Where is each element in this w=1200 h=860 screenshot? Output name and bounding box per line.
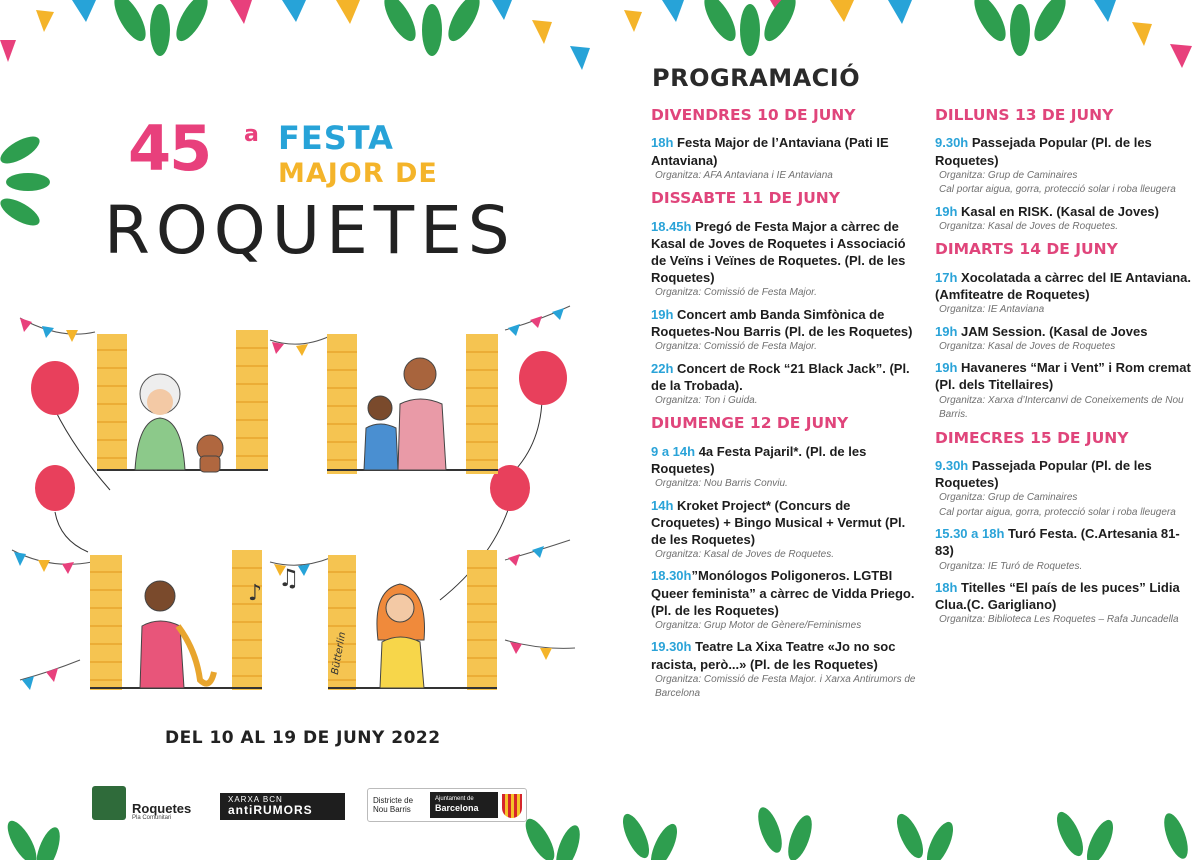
- windows-illustration: [0, 300, 600, 710]
- day-heading: DIUMENGE 12 DE JUNY: [651, 414, 849, 433]
- event-text: Kasal en RISK. (Kasal de Joves): [957, 203, 1159, 219]
- event-text: Xocolatada a càrrec del IE Antaviana. (Amfiteatre de Roquetes): [935, 269, 1192, 302]
- event-note: Cal portar aigua, gorra, protecció solar i roba lleugera: [939, 506, 1176, 518]
- event-item: [935, 457, 1195, 520]
- event-title: [935, 323, 1195, 340]
- event-text: Kroket Project* (Concurs de Croquetes) + Bingo Musical + Vermut (Pl. de les Roquetes): [651, 497, 906, 547]
- event-organizer: Organitza: Comissió de Festa Major.: [655, 341, 817, 352]
- event-text: Havaneres “Mar i Vent” i Rom cremat (Pl. dels Titellaires): [935, 360, 1191, 393]
- event-text: Passejada Popular (Pl. de les Roquetes): [935, 135, 1152, 168]
- event-organizer: Organitza: Xarxa d’Intercanvi de Coneixements de Nou Barris.: [939, 394, 1184, 420]
- event-item: [651, 218, 919, 301]
- event-organizer: Organitza: Comissió de Festa Major. i Xarxa Antirumors de Barcelona: [655, 673, 916, 700]
- event-time: 19.30h: [651, 639, 692, 655]
- event-text: Festa Major de l’Antaviana (Pati IE Antaviana): [651, 135, 889, 168]
- svg-text:♫: ♫: [278, 564, 300, 592]
- event-time: 18.45h: [651, 218, 692, 234]
- event-item: [651, 360, 919, 409]
- day-heading: DIVENDRES 10 DE JUNY: [651, 106, 856, 124]
- event-text: ”Monólogos Poligoneros. LGTBI Queer feminista” a càrrec de Vidda Priego. (Pl. de les Roquetes): [651, 568, 915, 618]
- event-organizer: Organitza: Kasal de Joves de Roquetes.: [655, 548, 834, 560]
- roquetes-mark-icon: [92, 786, 126, 820]
- event-item: [651, 567, 919, 633]
- logo-xarxa-antirumors: [220, 793, 345, 820]
- event-time: 17h: [935, 269, 958, 285]
- event-text: Pregó de Festa Major a càrrec de Kasal de Joves de Roquetes i Associació de Veïns i Veïnes de Roquetes. (Pl. de les Roquetes): [651, 218, 906, 286]
- event-organizer: Organitza: IE Turó de Roquetes.: [939, 560, 1083, 572]
- event-item: [651, 306, 919, 355]
- title-roquetes: ROQUETES: [104, 192, 516, 269]
- event-title: [651, 306, 919, 340]
- event-text: Passejada Popular (Pl. de les Roquetes): [935, 457, 1152, 491]
- event-time: 19h: [935, 203, 958, 219]
- event-title: [651, 360, 919, 394]
- event-organizer: Organitza: AFA Antaviana i IE Antaviana: [655, 169, 833, 181]
- event-title: [935, 359, 1195, 393]
- event-item: [935, 579, 1195, 628]
- event-time: 22h: [651, 360, 674, 376]
- event-note: Cal portar aigua, gorra, protecció solar i roba lleugera: [939, 184, 1176, 196]
- title-major-de: MAJOR DE: [278, 158, 438, 189]
- logo-ajuntament-box: [430, 792, 498, 818]
- event-item: [651, 134, 919, 183]
- window-father-son: [327, 334, 498, 474]
- window-grandma: [97, 330, 268, 472]
- event-title: [651, 567, 919, 618]
- day-heading: DIMECRES 15 DE JUNY: [935, 428, 1129, 447]
- event-text: Titelles “El país de les puces” Lidia Clua.(C. Garigliano): [935, 580, 1180, 613]
- event-organizer: Organitza: Ton i Guida.: [655, 394, 758, 406]
- program-title: PROGRAMACIÓ: [652, 64, 861, 92]
- event-time: 19h: [651, 306, 674, 322]
- event-item: [935, 359, 1195, 422]
- program-column-left: [651, 106, 919, 707]
- event-title: [935, 457, 1195, 491]
- event-title: [651, 134, 919, 168]
- logo-xarxa-line1: XARXA BCN: [228, 795, 283, 804]
- logo-roquetes-pla-comunitari: [92, 786, 202, 820]
- event-time: 15.30 a 18h: [935, 526, 1005, 542]
- event-organizer: Organitza: Kasal de Joves de Roquetes.: [939, 220, 1118, 232]
- window-girl: [328, 550, 497, 690]
- logo-xarxa-line2: antiRUMORS: [228, 803, 313, 817]
- event-time: 14h: [651, 497, 674, 513]
- edition-ordinal: a: [244, 122, 259, 147]
- event-title: [935, 579, 1195, 613]
- logo-ajuntament-big: Barcelona: [435, 803, 479, 814]
- event-title: [651, 638, 919, 672]
- event-time: 9 a 14h: [651, 443, 696, 459]
- event-item: [935, 323, 1195, 355]
- event-text: Concert de Rock “21 Black Jack”. (Pl. de la Trobada).: [651, 360, 910, 393]
- event-time: 18.30h: [651, 568, 692, 584]
- event-organizer: Organitza: Biblioteca Les Roquetes – Rafa Juncadella: [939, 614, 1179, 626]
- event-text: JAM Session. (Kasal de Joves: [957, 323, 1148, 339]
- title-festa: FESTA: [278, 119, 394, 157]
- logo-roquetes-name: Roquetes: [132, 801, 192, 816]
- edition-number: 45: [128, 112, 211, 185]
- event-organizer: Organitza: IE Antaviana: [939, 304, 1045, 316]
- event-item: [935, 134, 1195, 197]
- window-saxophonist: [90, 550, 300, 690]
- event-item: [935, 525, 1195, 574]
- event-title: [935, 203, 1195, 220]
- event-title: [651, 443, 919, 477]
- event-item: [651, 497, 919, 563]
- logo-roquetes-sub: Pla Comunitari: [132, 815, 172, 821]
- day-heading: DISSABTE 11 DE JUNY: [651, 189, 840, 208]
- event-organizer: Organitza: Kasal de Joves de Roquetes: [939, 340, 1116, 352]
- program-column-right: [935, 106, 1195, 633]
- event-item: [935, 269, 1195, 318]
- event-time: 19h: [935, 360, 958, 376]
- event-title: [935, 134, 1195, 168]
- event-text: 4a Festa Pajaril*. (Pl. de les Roquetes): [651, 443, 867, 476]
- event-organizer: Organitza: Grup de Caminaires: [939, 169, 1078, 181]
- event-time: 19h: [935, 323, 958, 339]
- logo-ajuntament-small: Ajuntament de: [435, 796, 474, 802]
- logo-ajuntament-barcelona: [367, 788, 527, 822]
- svg-text:♪: ♪: [248, 581, 263, 606]
- artist-signature: Bütterlin: [329, 631, 349, 676]
- event-item: [651, 443, 919, 492]
- event-organizer: Organitza: Grup Motor de Gènere/Feminismes: [655, 619, 862, 631]
- event-organizer: Organitza: Grup de Caminaires: [939, 492, 1078, 504]
- event-title: [651, 218, 919, 287]
- day-heading: DIMARTS 14 DE JUNY: [935, 240, 1118, 259]
- event-time: 9.30h: [935, 457, 969, 473]
- event-time: 9.30h: [935, 135, 969, 151]
- event-title: [651, 497, 919, 548]
- festival-dates: DEL 10 AL 19 DE JUNY 2022: [165, 728, 441, 748]
- event-organizer: Organitza: Nou Barris Conviu.: [655, 478, 788, 489]
- event-title: [935, 269, 1195, 303]
- event-time: 18h: [935, 580, 958, 595]
- event-item: [651, 638, 919, 701]
- logo-districte: Districte de Nou Barris: [373, 796, 414, 815]
- event-organizer: Organitza: Comissió de Festa Major.: [655, 287, 817, 299]
- event-item: [935, 203, 1195, 235]
- event-text: Concert amb Banda Simfònica de Roquetes-Nou Barris (Pl. de les Roquetes): [651, 306, 913, 339]
- event-time: 18h: [651, 135, 674, 151]
- day-heading: DILLUNS 13 DE JUNY: [935, 106, 1114, 124]
- event-text: Turó Festa. (C.Artesania 81-83): [935, 526, 1180, 559]
- barcelona-shield-icon: [502, 794, 522, 818]
- event-title: [935, 525, 1195, 559]
- event-text: Teatre La Xixa Teatre «Jo no soc racista, però...» (Pl. de les Roquetes): [651, 639, 896, 672]
